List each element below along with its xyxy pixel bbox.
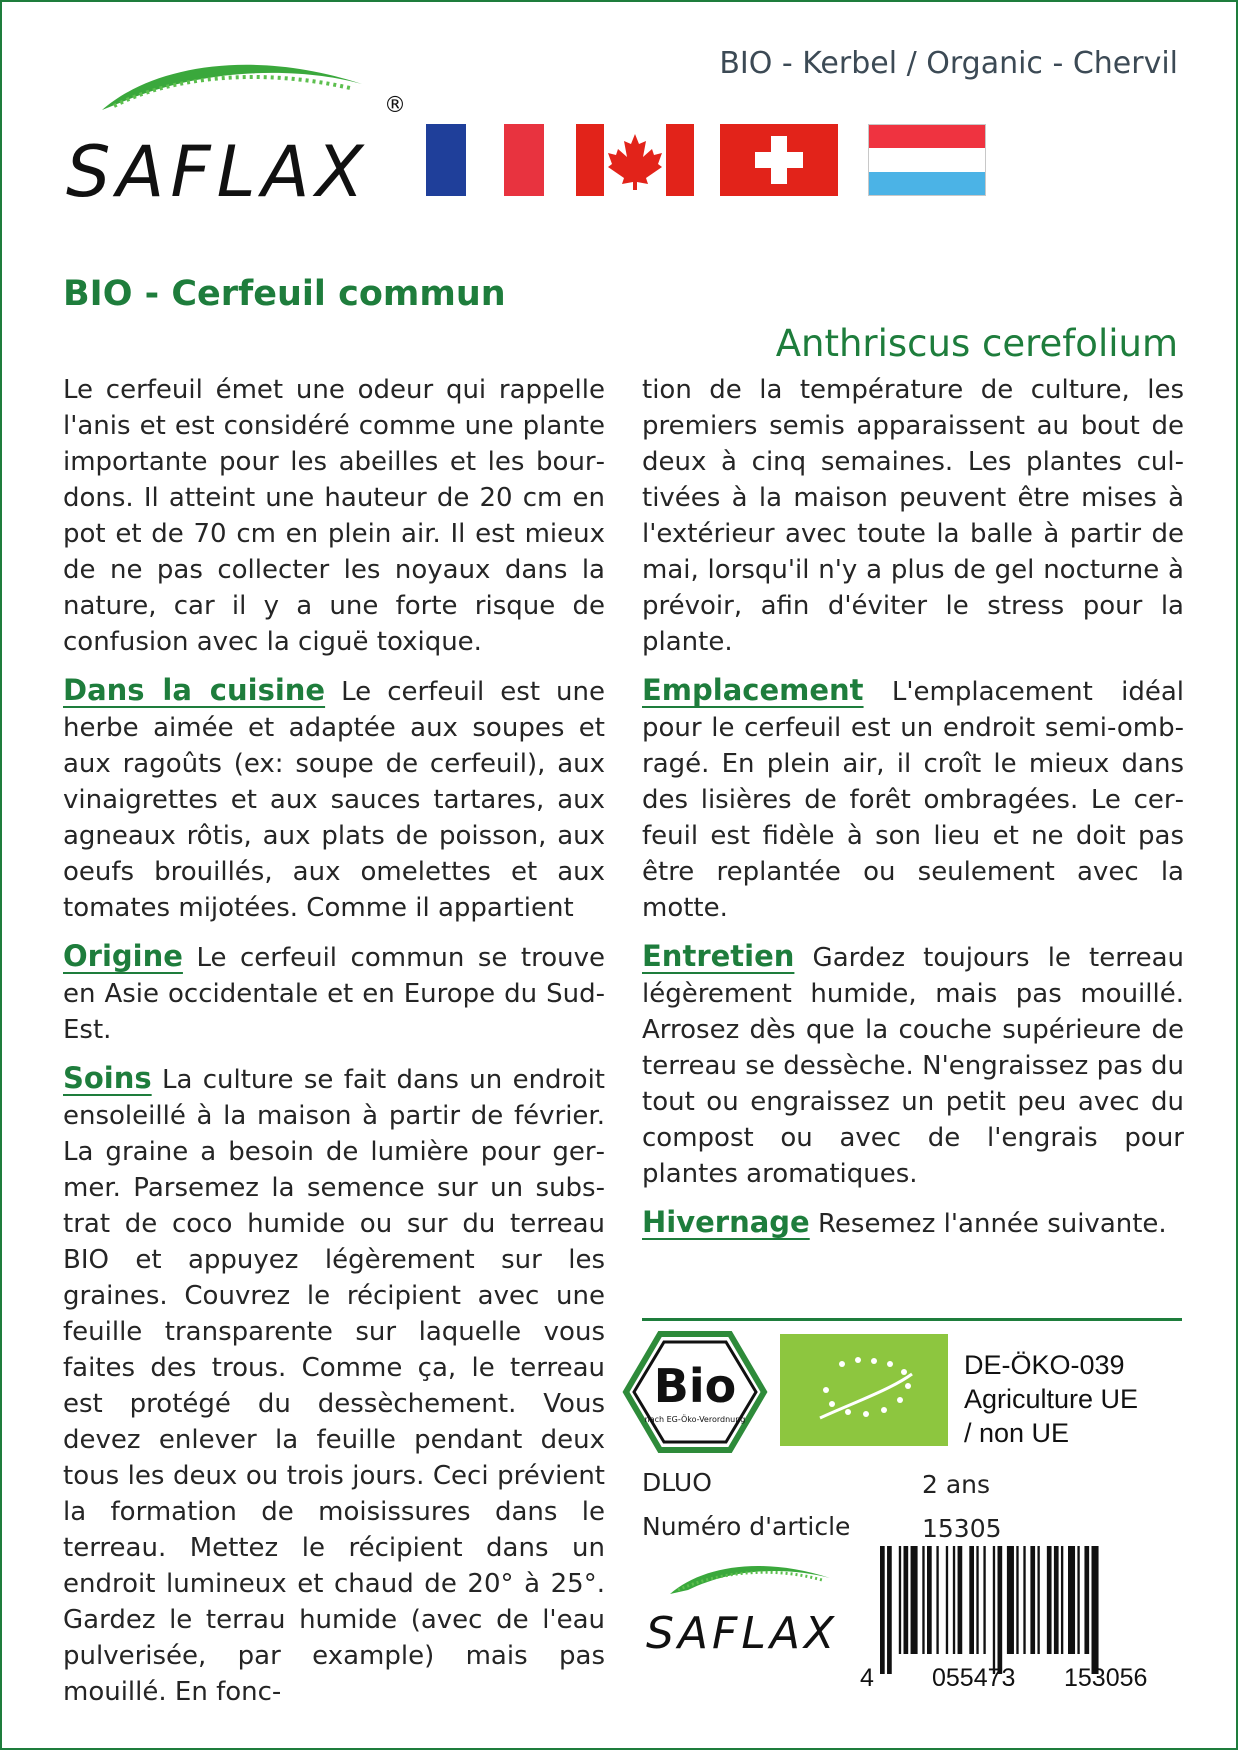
luxembourg-flag	[868, 124, 986, 196]
barcode-digits-right: 153056	[1064, 1664, 1148, 1692]
barcode-bar	[1007, 1546, 1014, 1654]
barcode-bar	[946, 1546, 948, 1654]
section-soins	[63, 1060, 605, 1710]
barcode-bar	[1016, 1546, 1018, 1654]
section-text: Le cerfeuil commun se trouve en Asie occidentale et en Europe du Sud-Est.	[63, 943, 606, 1045]
section-text: L'emplacement idéal pour le cerfeuil est un endroit semi-ombragé. En plein air, il croît le mieux dans des lisières de forêt ombragées. Le cerfeuil est fidèle à son lieu et ne doit pas être replantée ou seulement avec la motte.	[642, 677, 1184, 923]
france-flag	[426, 124, 544, 196]
cert-line-2: Agriculture UE	[964, 1384, 1139, 1414]
barcode-bar	[904, 1546, 909, 1654]
barcode-bar	[969, 1546, 974, 1654]
section-heading: Entretien	[642, 939, 795, 973]
section-origine	[63, 938, 605, 1048]
bio-seal-caption: nach EG-Öko-Verordnung	[644, 1415, 746, 1424]
section-text: Resemez l'année suivante.	[818, 1209, 1167, 1239]
left-column	[63, 372, 605, 1722]
barcode-bar	[953, 1546, 955, 1654]
section-text: Gardez toujours le terreau légèrement humide, mais pas mouillé. Arrosez dès que la couche supérieure de terreau se dessèche. N'engraissez pas du tout ou engraissez un petit peu avec du compost ou avec de l'engrais pour plantes aromatiques.	[642, 943, 1184, 1189]
barcode-bar	[899, 1546, 901, 1654]
switzerland-flag	[720, 124, 838, 196]
barcode-bar	[880, 1546, 885, 1674]
barcode-bar	[1047, 1546, 1052, 1654]
section-heading: Hivernage	[642, 1205, 810, 1239]
section-text: Le cerfeuil est une herbe aimée et adaptée aux soupes et aux ragoûts (ex: soupe de cerfeuil), aux vinaigrettes et aux sauces tartares, aux agneaux rôtis, aux plats de poisson, aux oeufs brouillés, aux omelettes et aux tomates mijotées. Comme il appartient	[63, 677, 606, 923]
saflax-logo	[62, 48, 412, 208]
barcode	[874, 1546, 1182, 1674]
barcode-bar	[1068, 1546, 1075, 1654]
barcode-digit-first: 4	[860, 1664, 874, 1692]
bio-seal-text: Bio	[653, 1359, 737, 1413]
barcode-bar	[1037, 1546, 1039, 1654]
article-number-value: 15305	[922, 1514, 1002, 1543]
barcode-bar	[1092, 1546, 1099, 1674]
barcode-bar	[998, 1546, 1003, 1674]
logo-wordmark: SAFLAX	[646, 1608, 839, 1659]
article-number-label: Numéro d'article	[642, 1512, 851, 1541]
barcode-bar	[911, 1546, 918, 1654]
right-column	[642, 372, 1184, 1254]
barcode-bar	[976, 1546, 978, 1654]
logo-wordmark: SAFLAX	[66, 131, 370, 208]
section-emplacement	[642, 672, 1184, 926]
cert-line-3: / non UE	[964, 1418, 1070, 1448]
barcode-bar	[1061, 1546, 1063, 1654]
barcode-bar	[1084, 1546, 1089, 1654]
eu-organic-leaf-icon	[780, 1334, 948, 1446]
soins-continued: tion de la température de culture, les premiers semis apparaissent au bout de deux à cinq semaines. Les plantes cultivées à la maison peuvent être mises à l'extérieur avec toute la balle à partir de mai, lorsqu'il n'y a plus de gel nocturne à prévoir, afin d'éviter le stress pour la plante.	[642, 375, 1184, 657]
saflax-logo-small	[642, 1550, 852, 1660]
canada-flag	[576, 124, 694, 196]
product-line: BIO - Kerbel / Organic - Chervil	[719, 46, 1178, 81]
section-heading: Emplacement	[642, 673, 864, 707]
section-entretien	[642, 938, 1184, 1192]
barcode-bar	[958, 1546, 963, 1654]
section-heading: Dans la cuisine	[63, 673, 326, 707]
barcode-bar	[1054, 1546, 1059, 1654]
dluo-value: 2 ans	[922, 1470, 991, 1499]
section-heading: Origine	[63, 939, 183, 973]
barcode-digits-left: 055473	[932, 1664, 1016, 1692]
dluo-label: DLUO	[642, 1468, 712, 1497]
barcode-bar	[983, 1546, 985, 1654]
section-text: La culture se fait dans un endroit ensoleillé à la maison à partir de février. La graine a besoin de lumière pour germer. Parsemez la semence sur un substrat de coco humide ou sur du terreau BIO et appuyez légèrement sur les graines. Couvrez le récipient avec une feuille transparente sur laquelle vous faites des trous. Comme ça, le terreau est protégé du dessèchement. Vous devez enlever la feuille pendant deux tous les deux ou trois jours. Ceci prévient la formation de moisissures dans le terreau. Mettez le récipient dans un endroit lumineux et chaud de 20° à 25°. Gardez le terrau humide (avec de l'eau pulverisée, par example) mais pas mouillé. En fonc-	[63, 1065, 605, 1707]
registered-mark: ®	[384, 93, 406, 118]
certification-info	[964, 1348, 1138, 1450]
section-hivernage	[642, 1204, 1184, 1242]
barcode-bar	[922, 1546, 924, 1654]
cert-code: DE-ÖKO-039	[964, 1350, 1125, 1380]
barcode-bar	[1023, 1546, 1025, 1654]
barcode-bar	[927, 1546, 932, 1654]
latin-name: Anthriscus cerefolium	[775, 322, 1178, 365]
section-heading: Soins	[63, 1061, 152, 1095]
logo-swoosh	[102, 65, 362, 110]
barcode-bar	[887, 1546, 892, 1674]
barcode-bar	[936, 1546, 938, 1654]
barcode-bar	[993, 1546, 995, 1674]
section-cuisine	[63, 672, 605, 926]
bio-seal-icon	[622, 1330, 768, 1454]
barcode-bar	[1030, 1546, 1035, 1654]
barcode-bar	[1077, 1546, 1079, 1654]
intro-paragraph: Le cerfeuil émet une odeur qui rappelle l'anis et est considéré comme une plante importante pour les abeilles et les bourdons. Il atteint une hauteur de 20 cm en pot et de 70 cm en plein air. Il est mieux de ne pas collecter les noyaux dans la nature, car il y a une forte risque de confusion avec la ciguë toxique.	[63, 375, 605, 657]
divider	[642, 1318, 1182, 1321]
product-title: BIO - Cerfeuil commun	[63, 274, 506, 314]
